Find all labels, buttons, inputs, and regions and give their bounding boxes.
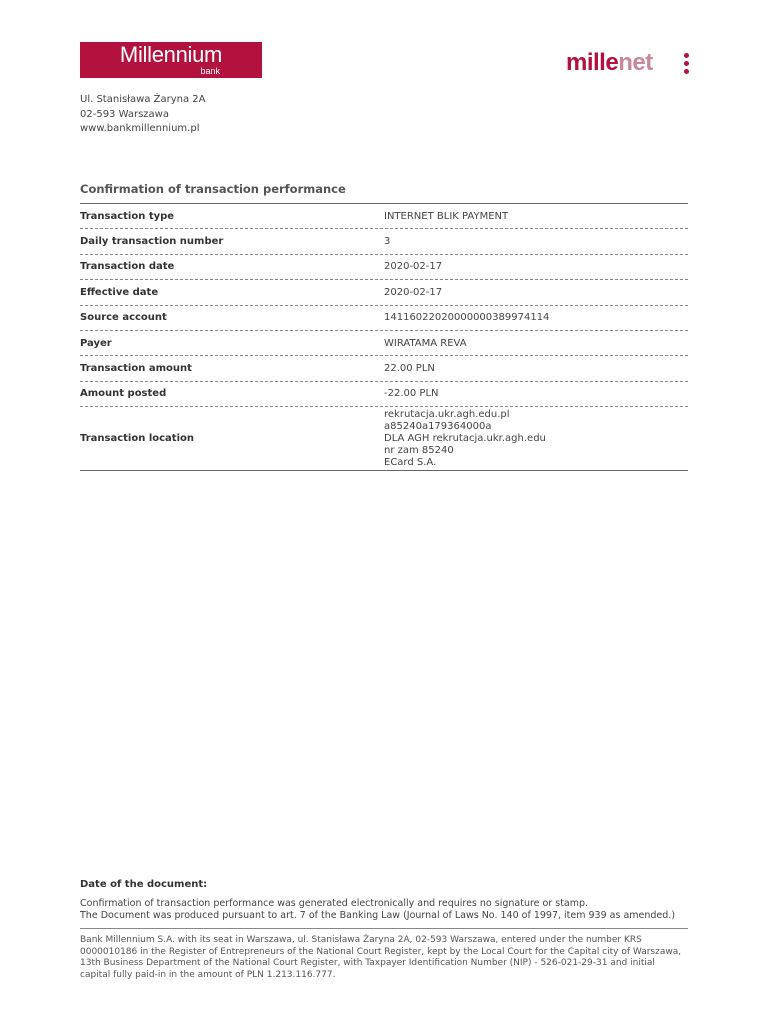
location-line: rekrutacja.ukr.agh.edu.pl	[384, 408, 510, 420]
row-label: Payer	[80, 337, 112, 349]
table-row-location	[80, 407, 688, 471]
row-value: INTERNET BLIK PAYMENT	[384, 210, 509, 222]
location-line: nr zam 85240	[384, 444, 454, 456]
row-value: 2020-02-17	[384, 261, 443, 273]
table-row	[80, 382, 688, 407]
row-value: WIRATAMA REVA	[384, 337, 467, 349]
transaction-details-table	[80, 203, 688, 471]
table-row	[80, 229, 688, 254]
location-line: ECard S.A.	[384, 456, 437, 468]
footer-divider	[80, 928, 688, 929]
row-value: 3	[384, 236, 391, 248]
location-line: a85240a179364000a	[384, 420, 492, 432]
row-value: -22.00 PLN	[384, 388, 439, 400]
table-row	[80, 255, 688, 280]
row-label: Transaction amount	[80, 363, 192, 375]
legal-line: capital fully paid-in in the amount of PLN 1.213.116.777.	[80, 969, 336, 980]
row-label: Transaction type	[80, 210, 175, 222]
note-legal-basis: The Document was produced pursuant to art. 7 of the Banking Law (Journal of Laws No. 140 of 1997, item 939 as amended.)	[80, 910, 676, 921]
document-title: Confirmation of transaction performance	[80, 182, 346, 196]
legal-footer	[80, 935, 690, 981]
table-row	[80, 204, 688, 229]
bank-logo-name: Millennium	[119, 42, 223, 67]
table-row	[80, 280, 688, 305]
bank-address	[80, 93, 206, 137]
row-label: Amount posted	[80, 388, 167, 400]
address-line-website: www.bankmillennium.pl	[80, 123, 200, 134]
bank-logo-sub: bank	[200, 66, 220, 76]
millenet-logo-main: mille	[566, 49, 619, 76]
location-value	[384, 407, 688, 470]
table-row	[80, 331, 688, 356]
address-line-city: 02-593 Warszawa	[80, 108, 169, 120]
millenet-logo-accent: net	[618, 49, 653, 76]
legal-line: 13th Business Department of the National Court Register, with Taxpayer Identification Number (NIP) - 526-021-29-31 and initial	[80, 958, 655, 968]
row-label: Effective date	[80, 286, 159, 298]
table-row	[80, 306, 688, 331]
row-value: 14116022020000000389974114	[384, 312, 550, 324]
legal-line: 0000010186 in the Register of Entrepreneurs of the National Court Register, kept by the Local Court for the Capital city of Warszawa,	[80, 946, 682, 957]
note-electronic: Confirmation of transaction performance was generated electronically and requires no signature or stamp.	[80, 898, 589, 909]
row-label: Transaction location	[80, 433, 194, 445]
millenet-dots-icon	[684, 53, 690, 75]
millennium-bank-logo	[80, 42, 262, 78]
location-line: DLA AGH rekrutacja.ukr.agh.edu	[384, 432, 546, 444]
row-label: Daily transaction number	[80, 236, 224, 248]
document-notes	[80, 898, 700, 922]
table-row	[80, 356, 688, 381]
document-date-label: Date of the document:	[80, 879, 208, 890]
row-label: Source account	[80, 312, 167, 324]
row-value: 2020-02-17	[384, 286, 443, 298]
row-label: Transaction date	[80, 261, 175, 273]
legal-line: Bank Millennium S.A. with its seat in Warszawa, ul. Stanisława Żaryna 2A, 02-593 Warszawa, entered under the number KRS	[80, 935, 642, 945]
millenet-logo	[566, 48, 653, 78]
row-value: 22.00 PLN	[384, 363, 435, 375]
address-line-street: Ul. Stanisława Żaryna 2A	[80, 94, 206, 105]
